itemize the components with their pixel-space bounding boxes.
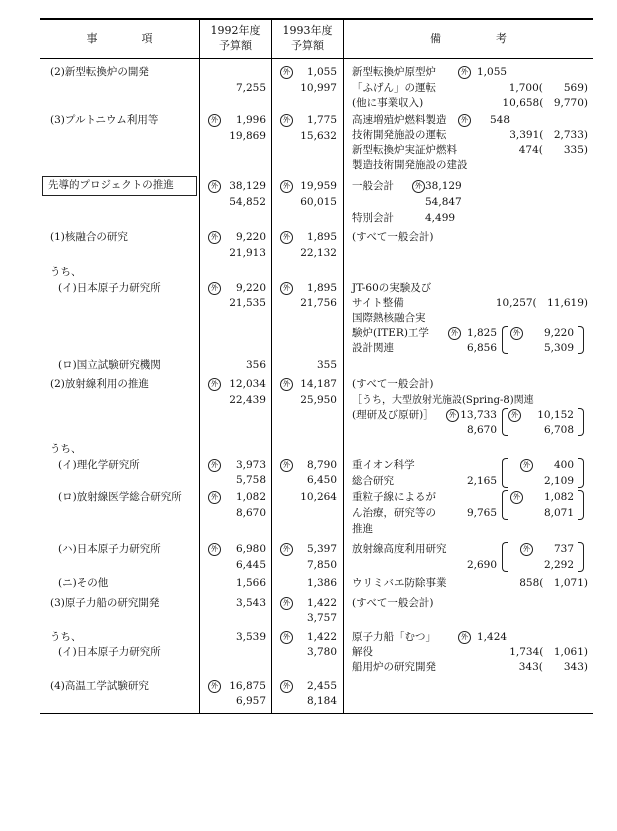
foreign-currency-mark: 外 bbox=[208, 491, 221, 504]
item-label: (ハ)日本原子力研究所 bbox=[58, 543, 161, 555]
remark-value: 737 bbox=[553, 543, 574, 555]
remark-value: 13,733 bbox=[460, 409, 497, 421]
value-1993: 8,184 bbox=[306, 695, 337, 707]
item-label: (3)プルトニウム利用等 bbox=[50, 114, 159, 126]
remark-value: 8,071 bbox=[543, 507, 574, 519]
remark-text: 製造技術開発施設の建設 bbox=[352, 159, 468, 171]
remark-value: 1,055 bbox=[477, 66, 508, 78]
value-1992: 3,973 bbox=[235, 459, 266, 471]
value-1992: 6,957 bbox=[235, 695, 266, 707]
remark-text: ん治療，研究等の bbox=[352, 507, 436, 519]
column-divider-3 bbox=[343, 19, 344, 713]
value-1993: 1,055 bbox=[306, 66, 337, 78]
remark-text: 設計関連 bbox=[352, 342, 394, 354]
remark-value: 6,856 bbox=[466, 342, 497, 354]
value-1993: 2,455 bbox=[306, 680, 337, 692]
bottom-rule bbox=[40, 713, 593, 714]
brace bbox=[502, 326, 508, 354]
item-label: (3)原子力船の研究開発 bbox=[50, 597, 160, 609]
header-item: 事 項 bbox=[86, 32, 153, 45]
remark-value: 1,082 bbox=[543, 491, 574, 503]
remark-text: 原子力船「むつ」 bbox=[352, 631, 436, 643]
remark-text: JT-60の実験及び bbox=[352, 282, 432, 294]
brace bbox=[578, 326, 584, 354]
foreign-currency-mark: 外 bbox=[510, 327, 523, 340]
remark-value: 10,658( 9,770) bbox=[502, 97, 588, 109]
item-label: (4)高温工学試験研究 bbox=[50, 680, 149, 692]
foreign-currency-mark: 外 bbox=[280, 66, 293, 79]
value-1993: 1,895 bbox=[306, 282, 337, 294]
remark-text: ［うち，大型放射光施設(Spring-8)関連 bbox=[352, 395, 534, 406]
header-1992: 1992年度 bbox=[210, 24, 261, 37]
remark-text: 験炉(ITER)工学 bbox=[352, 327, 429, 339]
remark-value: 9,220 bbox=[543, 327, 574, 339]
value-1992: 3,543 bbox=[235, 597, 266, 609]
value-1992: 7,255 bbox=[235, 82, 266, 94]
foreign-currency-mark: 外 bbox=[280, 282, 293, 295]
section-heading: 先導的プロジェクトの推進 bbox=[48, 179, 174, 191]
value-1993: 19,959 bbox=[300, 180, 337, 192]
remark-value: 10,257( 11,619) bbox=[495, 297, 588, 309]
value-1992: 1,082 bbox=[235, 491, 266, 503]
remark-text: 総合研究 bbox=[352, 475, 394, 487]
header-remarks: 備 考 bbox=[430, 32, 507, 45]
remark-text: 「ふげん」の運転 bbox=[352, 82, 436, 94]
value-1992: 16,875 bbox=[229, 680, 266, 692]
remark-text: 一般会計 bbox=[352, 180, 394, 192]
uchi-label: うち、 bbox=[50, 631, 82, 643]
value-1992: 21,913 bbox=[229, 247, 266, 259]
remark-value: 548 bbox=[490, 114, 511, 126]
value-1992: 1,566 bbox=[235, 577, 266, 589]
remark-value: 474( 335) bbox=[518, 144, 588, 156]
uchi-label: うち、 bbox=[50, 266, 82, 278]
remark-text: 特別会計 bbox=[352, 212, 394, 224]
remark-text: 放射線高度利用研究 bbox=[352, 543, 447, 555]
remark-text: 技術開発施設の運転 bbox=[352, 129, 447, 141]
value-1992: 9,220 bbox=[235, 282, 266, 294]
value-1993: 25,950 bbox=[300, 394, 337, 406]
value-1993: 6,450 bbox=[306, 474, 337, 486]
remark-value: 8,670 bbox=[466, 424, 497, 436]
remark-value: 858( 1,071) bbox=[519, 577, 588, 589]
foreign-currency-mark: 外 bbox=[448, 327, 461, 340]
remark-text: (すべて一般会計) bbox=[352, 378, 434, 390]
foreign-currency-mark: 外 bbox=[280, 459, 293, 472]
value-1992: 21,535 bbox=[229, 297, 266, 309]
item-label: (ロ)国立試験研究機関 bbox=[58, 359, 161, 371]
value-1993: 7,850 bbox=[306, 559, 337, 571]
remark-text: 船用炉の研究開発 bbox=[352, 661, 436, 673]
item-label: (ニ)その他 bbox=[58, 577, 109, 589]
foreign-currency-mark: 外 bbox=[208, 378, 221, 391]
top-rule bbox=[40, 18, 593, 20]
value-1992: 6,980 bbox=[235, 543, 266, 555]
remark-text: 重イオン科学 bbox=[352, 459, 415, 471]
header-1993: 1993年度 bbox=[282, 24, 333, 37]
value-1992: 356 bbox=[245, 359, 266, 371]
remark-value: 1,700( 569) bbox=[508, 82, 588, 94]
foreign-currency-mark: 外 bbox=[208, 231, 221, 244]
value-1993: 60,015 bbox=[300, 196, 337, 208]
remark-value: 2,690 bbox=[466, 559, 497, 571]
foreign-currency-mark: 外 bbox=[412, 180, 425, 193]
remark-value: 1,424 bbox=[477, 631, 508, 643]
value-1993: 1,422 bbox=[306, 597, 337, 609]
value-1992: 5,758 bbox=[235, 474, 266, 486]
remark-value: 2,292 bbox=[543, 559, 574, 571]
value-1993: 1,775 bbox=[306, 114, 337, 126]
foreign-currency-mark: 外 bbox=[280, 114, 293, 127]
brace bbox=[578, 490, 584, 520]
foreign-currency-mark: 外 bbox=[208, 180, 221, 193]
brace bbox=[578, 542, 584, 572]
foreign-currency-mark: 外 bbox=[510, 491, 523, 504]
remark-text: 新型転換炉原型炉 bbox=[352, 66, 436, 78]
foreign-currency-mark: 外 bbox=[280, 231, 293, 244]
remark-text: (すべて一般会計) bbox=[352, 231, 434, 243]
foreign-currency-mark: 外 bbox=[280, 597, 293, 610]
value-1993: 10,264 bbox=[300, 491, 337, 503]
brace bbox=[578, 458, 584, 488]
value-1992: 1,996 bbox=[235, 114, 266, 126]
remark-text: (理研及び原研)］ bbox=[352, 409, 434, 421]
value-1993: 5,397 bbox=[306, 543, 337, 555]
item-label: (2)放射線利用の推進 bbox=[50, 378, 149, 390]
foreign-currency-mark: 外 bbox=[208, 543, 221, 556]
remark-text: (他に事業収入) bbox=[352, 97, 424, 109]
value-1992: 6,445 bbox=[235, 559, 266, 571]
remark-text: 高速増殖炉燃料製造 bbox=[352, 114, 447, 126]
remark-text: サイト整備 bbox=[352, 297, 404, 309]
remark-text: 重粒子線によるが bbox=[352, 491, 436, 503]
remark-text: ウリミバエ防除事業 bbox=[352, 577, 447, 589]
value-1992: 8,670 bbox=[235, 507, 266, 519]
value-1992: 54,852 bbox=[229, 196, 266, 208]
foreign-currency-mark: 外 bbox=[280, 180, 293, 193]
foreign-currency-mark: 外 bbox=[208, 114, 221, 127]
remark-value: 4,499 bbox=[425, 212, 456, 224]
value-1992: 22,439 bbox=[229, 394, 266, 406]
brace bbox=[578, 408, 584, 436]
value-1993: 1,895 bbox=[306, 231, 337, 243]
foreign-currency-mark: 外 bbox=[446, 409, 459, 422]
remark-value: 10,152 bbox=[537, 409, 574, 421]
foreign-currency-mark: 外 bbox=[280, 680, 293, 693]
remark-text: 推進 bbox=[352, 523, 373, 535]
remark-value: 1,825 bbox=[466, 327, 497, 339]
foreign-currency-mark: 外 bbox=[208, 282, 221, 295]
value-1992: 3,539 bbox=[235, 631, 266, 643]
value-1992: 9,220 bbox=[235, 231, 266, 243]
remark-value: 38,129 bbox=[425, 180, 462, 192]
foreign-currency-mark: 外 bbox=[458, 631, 471, 644]
item-label: (イ)理化学研究所 bbox=[58, 459, 140, 471]
item-label: (1)核融合の研究 bbox=[50, 231, 128, 243]
foreign-currency-mark: 外 bbox=[458, 114, 471, 127]
foreign-currency-mark: 外 bbox=[520, 459, 533, 472]
value-1993: 1,422 bbox=[306, 631, 337, 643]
value-1993: 1,386 bbox=[306, 577, 337, 589]
remark-value: 2,165 bbox=[466, 475, 497, 487]
value-1992: 38,129 bbox=[229, 180, 266, 192]
item-label: (ロ)放射線医学総合研究所 bbox=[58, 491, 182, 503]
remark-text: 国際熱核融合実 bbox=[352, 312, 426, 324]
foreign-currency-mark: 外 bbox=[280, 378, 293, 391]
remark-value: 54,847 bbox=[425, 196, 462, 208]
remark-value: 5,309 bbox=[543, 342, 574, 354]
foreign-currency-mark: 外 bbox=[280, 543, 293, 556]
item-label: (イ)日本原子力研究所 bbox=[58, 282, 161, 294]
value-1993: 8,790 bbox=[306, 459, 337, 471]
remark-value: 3,391( 2,733) bbox=[509, 129, 588, 141]
value-1993: 21,756 bbox=[300, 297, 337, 309]
foreign-currency-mark: 外 bbox=[208, 680, 221, 693]
remark-value: 343( 343) bbox=[518, 661, 588, 673]
foreign-currency-mark: 外 bbox=[508, 409, 521, 422]
brace bbox=[502, 542, 508, 572]
foreign-currency-mark: 外 bbox=[208, 459, 221, 472]
remark-text: 解役 bbox=[352, 646, 373, 658]
remark-value: 2,109 bbox=[543, 475, 574, 487]
item-label: (イ)日本原子力研究所 bbox=[58, 646, 161, 658]
value-1993: 15,632 bbox=[300, 130, 337, 142]
header-1993-sub: 予算額 bbox=[291, 39, 324, 52]
value-1992: 19,869 bbox=[229, 130, 266, 142]
remark-text: 新型転換炉実証炉燃料 bbox=[352, 144, 457, 156]
value-1993: 3,757 bbox=[306, 612, 337, 624]
value-1993: 355 bbox=[316, 359, 337, 371]
item-label: (2)新型転換炉の開発 bbox=[50, 66, 149, 78]
remark-value: 400 bbox=[553, 459, 574, 471]
brace bbox=[502, 458, 508, 488]
header-rule bbox=[40, 58, 593, 59]
remark-text: (すべて一般会計) bbox=[352, 597, 434, 609]
value-1993: 3,780 bbox=[306, 646, 337, 658]
brace bbox=[502, 490, 508, 520]
value-1993: 14,187 bbox=[300, 378, 337, 390]
remark-value: 9,765 bbox=[466, 507, 497, 519]
value-1993: 10,997 bbox=[300, 82, 337, 94]
remark-value: 6,708 bbox=[543, 424, 574, 436]
value-1992: 12,034 bbox=[229, 378, 266, 390]
remark-value: 1,734( 1,061) bbox=[509, 646, 588, 658]
foreign-currency-mark: 外 bbox=[458, 66, 471, 79]
header-1992-sub: 予算額 bbox=[219, 39, 252, 52]
value-1993: 22,132 bbox=[300, 247, 337, 259]
foreign-currency-mark: 外 bbox=[280, 631, 293, 644]
uchi-label: うち、 bbox=[50, 443, 82, 455]
brace bbox=[502, 408, 508, 436]
foreign-currency-mark: 外 bbox=[520, 543, 533, 556]
